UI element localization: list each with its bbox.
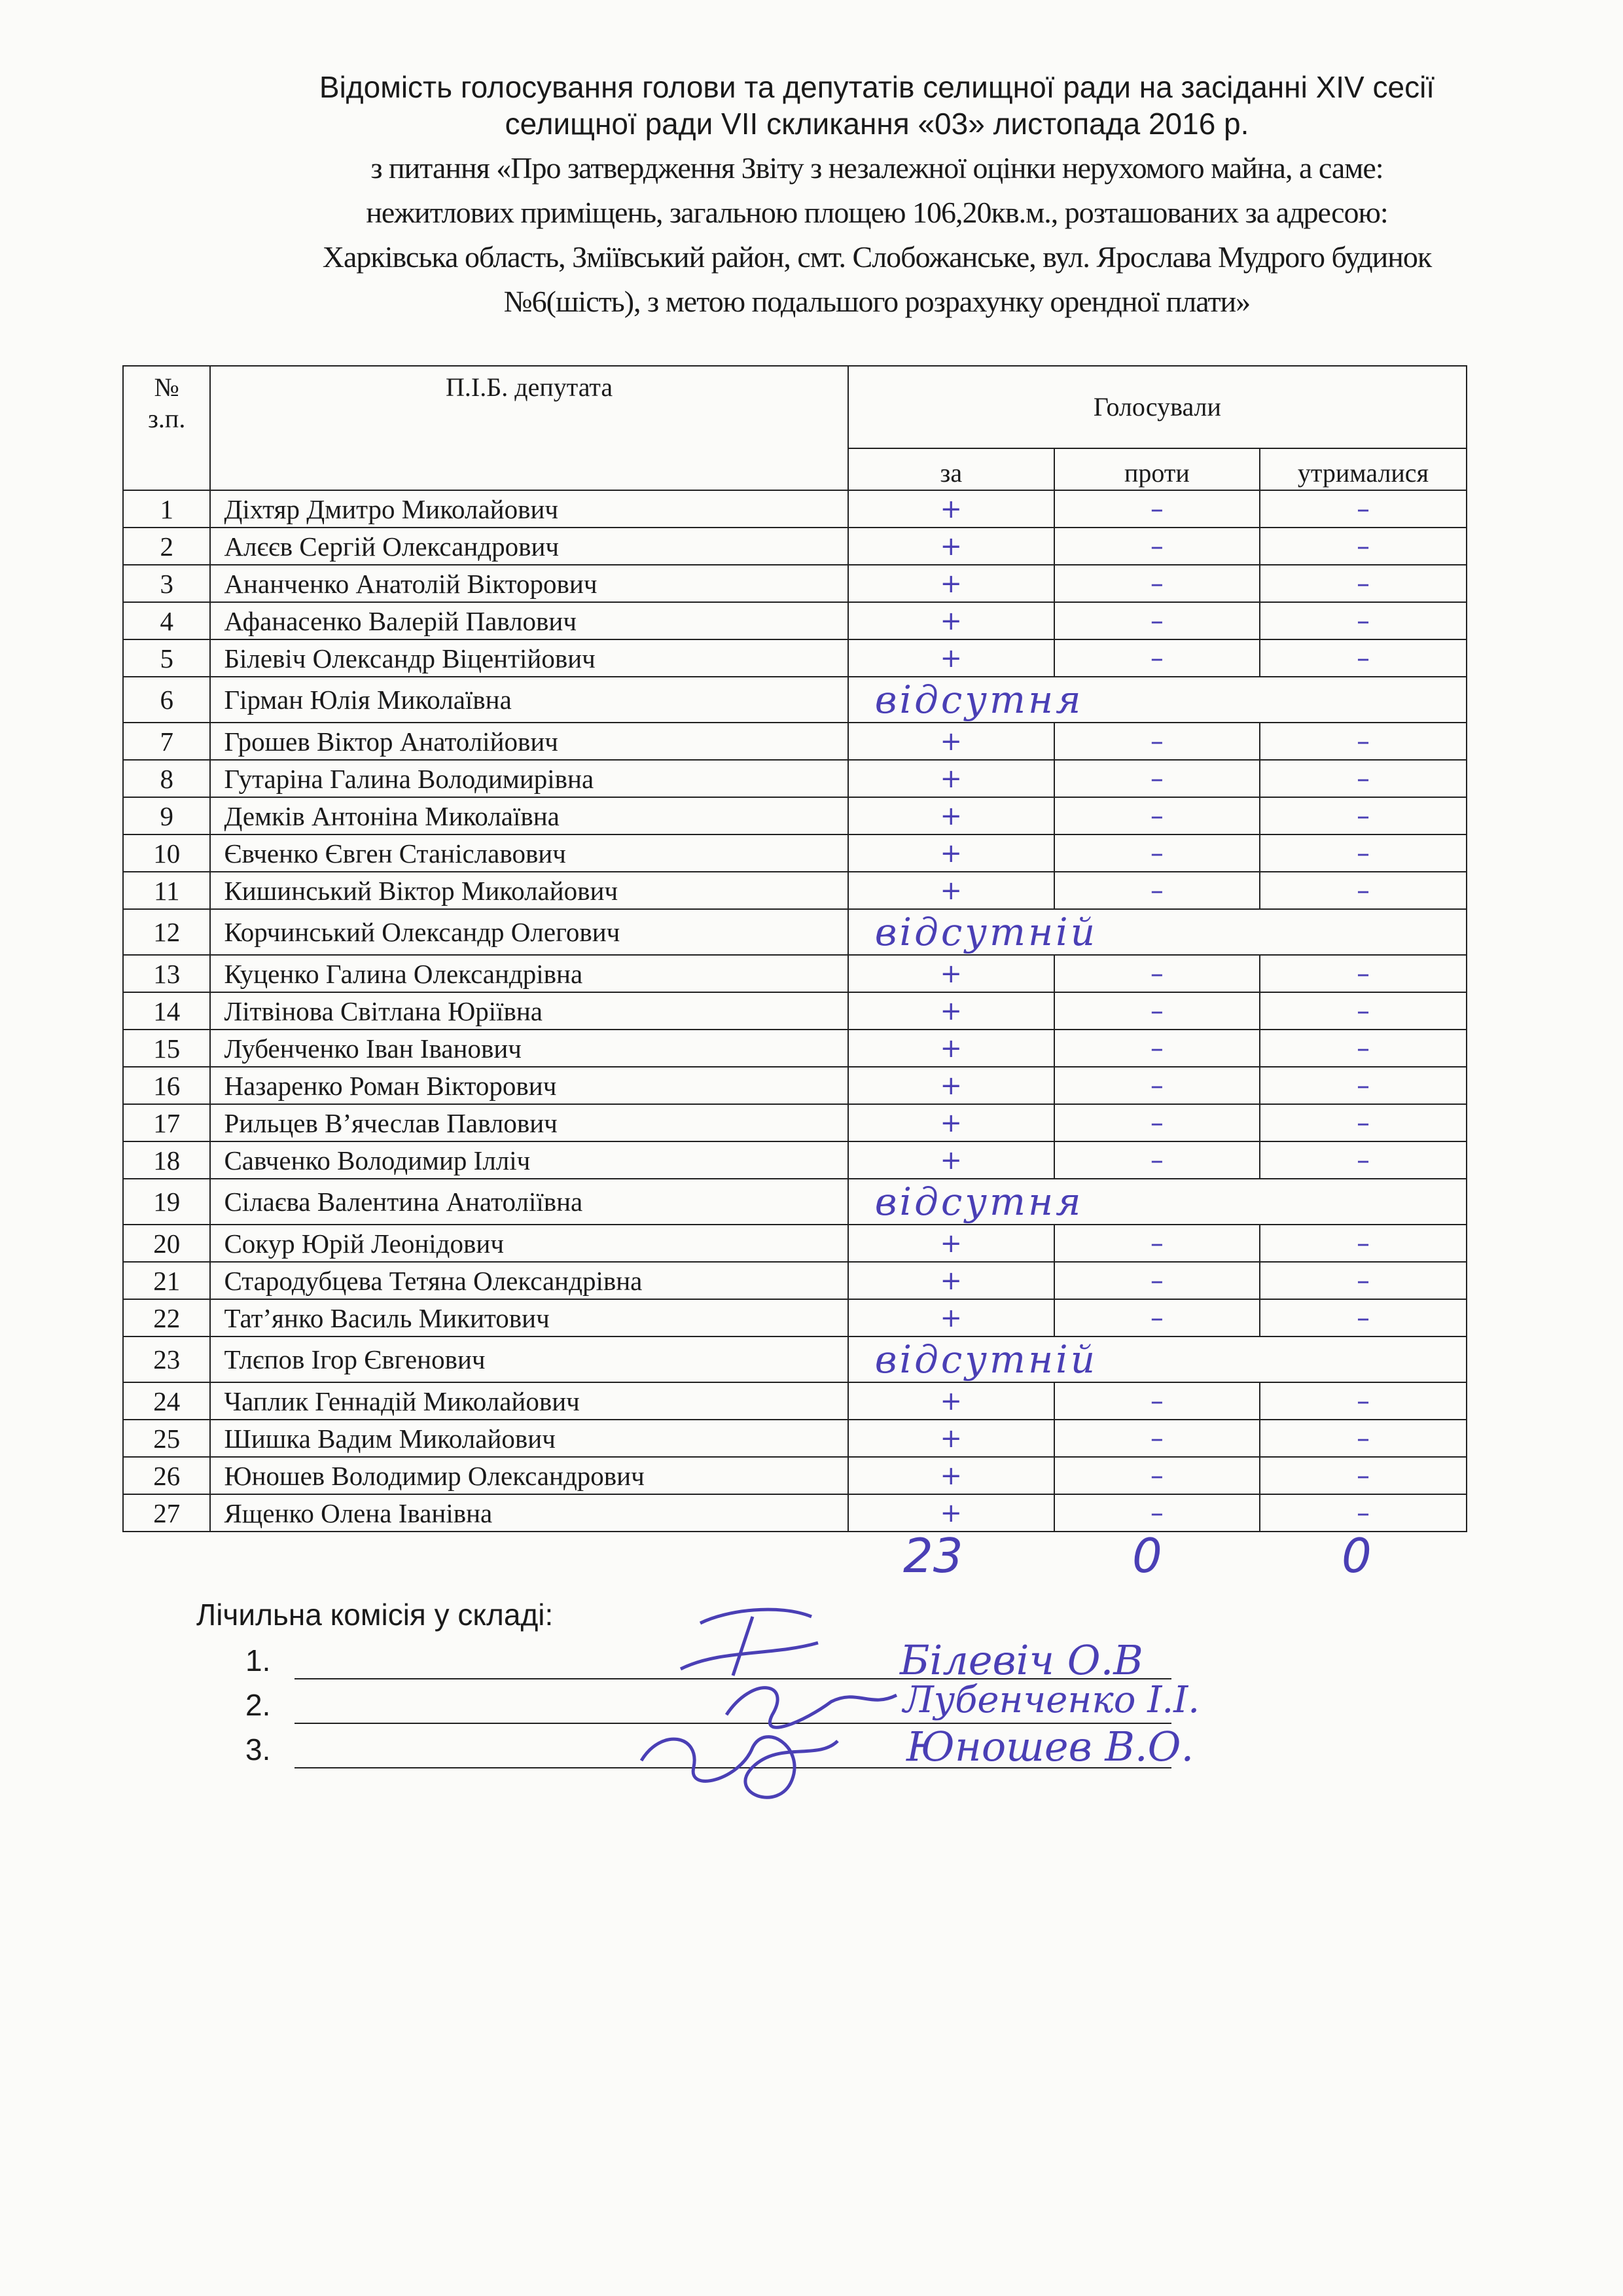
vote-against: – bbox=[1054, 602, 1260, 639]
document-header bbox=[164, 69, 1590, 320]
deputy-name: Корчинський Олександр Олегович bbox=[210, 909, 847, 955]
row-number: 2 bbox=[123, 528, 210, 565]
deputy-name: Савченко Володимир Ілліч bbox=[210, 1141, 847, 1179]
deputy-name: Сокур Юрій Леонідович bbox=[210, 1225, 847, 1262]
vote-against: – bbox=[1054, 1299, 1260, 1336]
vote-abstained: – bbox=[1260, 1067, 1467, 1104]
vote-for: + bbox=[848, 1420, 1054, 1457]
line-number: 3. bbox=[245, 1732, 271, 1767]
signature-2 bbox=[726, 1688, 897, 1728]
header-voted: Голосували bbox=[848, 366, 1467, 448]
vote-abstained: – bbox=[1260, 872, 1467, 909]
vote-for: + bbox=[848, 992, 1054, 1030]
signature-1 bbox=[681, 1609, 818, 1676]
table-row bbox=[123, 1067, 1467, 1104]
header-number-sign: № bbox=[154, 372, 179, 402]
table-row bbox=[123, 872, 1467, 909]
deputy-name: Чаплик Геннадій Миколайович bbox=[210, 1382, 847, 1420]
table-row bbox=[123, 797, 1467, 834]
vote-for: + bbox=[848, 1457, 1054, 1494]
row-number: 16 bbox=[123, 1067, 210, 1104]
row-number: 12 bbox=[123, 909, 210, 955]
deputy-name: Кишинський Віктор Миколайович bbox=[210, 872, 847, 909]
deputy-name: Сілаєва Валентина Анатоліївна bbox=[210, 1179, 847, 1225]
table-row bbox=[123, 1420, 1467, 1457]
vote-abstained: – bbox=[1260, 565, 1467, 602]
vote-against: – bbox=[1054, 1420, 1260, 1457]
table-row bbox=[123, 1030, 1467, 1067]
vote-abstained: – bbox=[1260, 490, 1467, 528]
vote-for: + bbox=[848, 834, 1054, 872]
deputy-name: Стародубцева Тетяна Олександрівна bbox=[210, 1262, 847, 1299]
vote-abstained: – bbox=[1260, 1030, 1467, 1067]
vote-for: + bbox=[848, 1030, 1054, 1067]
vote-abstained: – bbox=[1260, 834, 1467, 872]
row-number: 15 bbox=[123, 1030, 210, 1067]
table-row bbox=[123, 677, 1467, 723]
deputy-name: Рильцев В’ячеслав Павлович bbox=[210, 1104, 847, 1141]
row-number: 5 bbox=[123, 639, 210, 677]
vote-for: + bbox=[848, 528, 1054, 565]
row-number: 9 bbox=[123, 797, 210, 834]
table-row bbox=[123, 1382, 1467, 1420]
title-line-1: Відомість голосування голови та депутатів селищної ради на засіданні XIV сесії bbox=[319, 70, 1435, 104]
line-number: 1. bbox=[245, 1643, 271, 1677]
header-name: П.І.Б. депутата bbox=[210, 366, 847, 490]
vote-for: + bbox=[848, 1262, 1054, 1299]
row-number: 8 bbox=[123, 760, 210, 797]
vote-for: + bbox=[848, 1067, 1054, 1104]
vote-against: – bbox=[1054, 1457, 1260, 1494]
subject-line-4: №6(шість), з метою подальшого розрахунку орендної плати» bbox=[503, 285, 1251, 318]
deputy-name: Тлєпов Ігор Євгенович bbox=[210, 1336, 847, 1382]
row-number: 26 bbox=[123, 1457, 210, 1494]
vote-abstained: – bbox=[1260, 723, 1467, 760]
row-number: 20 bbox=[123, 1225, 210, 1262]
table-row bbox=[123, 992, 1467, 1030]
absent-mark: відсутній bbox=[848, 1336, 1467, 1382]
vote-against: – bbox=[1054, 1225, 1260, 1262]
row-number: 6 bbox=[123, 677, 210, 723]
row-number: 24 bbox=[123, 1382, 210, 1420]
total-abstained: 0 bbox=[1342, 1528, 1372, 1583]
vote-against: – bbox=[1054, 1104, 1260, 1141]
vote-for: + bbox=[848, 955, 1054, 992]
table-row bbox=[123, 723, 1467, 760]
vote-against: – bbox=[1054, 797, 1260, 834]
table-row bbox=[123, 490, 1467, 528]
table-row bbox=[123, 639, 1467, 677]
table-row bbox=[123, 1262, 1467, 1299]
header-number-abbr: з.п. bbox=[148, 404, 186, 433]
row-number: 21 bbox=[123, 1262, 210, 1299]
vote-abstained: – bbox=[1260, 1104, 1467, 1141]
vote-against: – bbox=[1054, 955, 1260, 992]
table-row bbox=[123, 1225, 1467, 1262]
vote-against: – bbox=[1054, 1262, 1260, 1299]
deputy-name: Ященко Олена Іванівна bbox=[210, 1494, 847, 1532]
commission-label: Лічильна комісія у складі: bbox=[196, 1598, 554, 1632]
vote-for: + bbox=[848, 1299, 1054, 1336]
vote-against: – bbox=[1054, 834, 1260, 872]
vote-for: + bbox=[848, 490, 1054, 528]
vote-abstained: – bbox=[1260, 528, 1467, 565]
commission-line-1 bbox=[245, 1643, 270, 1678]
vote-for: + bbox=[848, 723, 1054, 760]
table-row bbox=[123, 760, 1467, 797]
vote-abstained: – bbox=[1260, 1457, 1467, 1494]
deputy-name: Грошев Віктор Анатолійович bbox=[210, 723, 847, 760]
row-number: 3 bbox=[123, 565, 210, 602]
vote-against: – bbox=[1054, 1141, 1260, 1179]
commission-member-3: Юношев В.О. bbox=[906, 1723, 1194, 1770]
deputy-name: Тат’янко Василь Микитович bbox=[210, 1299, 847, 1336]
table-row bbox=[123, 1457, 1467, 1494]
vote-abstained: – bbox=[1260, 1494, 1467, 1532]
deputy-name: Куценко Галина Олександрівна bbox=[210, 955, 847, 992]
vote-for: + bbox=[848, 760, 1054, 797]
absent-mark: відсутня bbox=[848, 677, 1467, 723]
deputy-name: Євченко Євген Станіславович bbox=[210, 834, 847, 872]
row-number: 22 bbox=[123, 1299, 210, 1336]
table-row bbox=[123, 909, 1467, 955]
vote-against: – bbox=[1054, 723, 1260, 760]
voting-table bbox=[122, 365, 1467, 1532]
title-line-2: селищної ради VII скликання «03» листопада 2016 р. bbox=[505, 107, 1249, 141]
vote-against: – bbox=[1054, 565, 1260, 602]
vote-against: – bbox=[1054, 490, 1260, 528]
vote-abstained: – bbox=[1260, 1420, 1467, 1457]
row-number: 17 bbox=[123, 1104, 210, 1141]
row-number: 4 bbox=[123, 602, 210, 639]
vote-for: + bbox=[848, 1225, 1054, 1262]
vote-against: – bbox=[1054, 1030, 1260, 1067]
vote-abstained: – bbox=[1260, 1141, 1467, 1179]
table-row bbox=[123, 1179, 1467, 1225]
table-row bbox=[123, 1141, 1467, 1179]
vote-against: – bbox=[1054, 872, 1260, 909]
vote-for: + bbox=[848, 639, 1054, 677]
row-number: 13 bbox=[123, 955, 210, 992]
vote-against: – bbox=[1054, 760, 1260, 797]
vote-against: – bbox=[1054, 1067, 1260, 1104]
table-row bbox=[123, 1299, 1467, 1336]
vote-against: – bbox=[1054, 1494, 1260, 1532]
row-number: 11 bbox=[123, 872, 210, 909]
deputy-name: Демків Антоніна Миколаївна bbox=[210, 797, 847, 834]
deputy-name: Алєєв Сергій Олександрович bbox=[210, 528, 847, 565]
total-for: 23 bbox=[903, 1528, 963, 1583]
table-row bbox=[123, 955, 1467, 992]
header-for: за bbox=[848, 448, 1054, 490]
signature-3 bbox=[641, 1737, 838, 1798]
vote-for: + bbox=[848, 1494, 1054, 1532]
vote-for: + bbox=[848, 872, 1054, 909]
row-number: 14 bbox=[123, 992, 210, 1030]
table-row bbox=[123, 602, 1467, 639]
row-number: 18 bbox=[123, 1141, 210, 1179]
commission-line-2 bbox=[245, 1687, 270, 1723]
absent-mark: відсутній bbox=[848, 909, 1467, 955]
signature-scribbles bbox=[622, 1597, 949, 1820]
row-number: 25 bbox=[123, 1420, 210, 1457]
table-row bbox=[123, 1494, 1467, 1532]
header-number bbox=[123, 366, 210, 490]
deputy-name: Назаренко Роман Вікторович bbox=[210, 1067, 847, 1104]
deputy-name: Шишка Вадим Миколайович bbox=[210, 1420, 847, 1457]
row-number: 19 bbox=[123, 1179, 210, 1225]
table-row bbox=[123, 565, 1467, 602]
vote-abstained: – bbox=[1260, 602, 1467, 639]
row-number: 27 bbox=[123, 1494, 210, 1532]
deputy-name: Білевіч Олександр Віцентійович bbox=[210, 639, 847, 677]
vote-for: + bbox=[848, 1104, 1054, 1141]
vote-abstained: – bbox=[1260, 992, 1467, 1030]
header-abstained: утрималися bbox=[1260, 448, 1467, 490]
table-row bbox=[123, 834, 1467, 872]
deputy-name: Ананченко Анатолій Вікторович bbox=[210, 565, 847, 602]
table-row bbox=[123, 1336, 1467, 1382]
vote-for: + bbox=[848, 797, 1054, 834]
vote-abstained: – bbox=[1260, 1299, 1467, 1336]
row-number: 7 bbox=[123, 723, 210, 760]
deputy-name: Лубенченко Іван Іванович bbox=[210, 1030, 847, 1067]
commission-member-1: Білевіч О.В bbox=[900, 1636, 1143, 1684]
line-number: 2. bbox=[245, 1688, 271, 1722]
subject-line-1: з питання «Про затвердження Звіту з незалежної оцінки нерухомого майна, а саме: bbox=[370, 151, 1383, 185]
deputy-name: Діхтяр Дмитро Миколайович bbox=[210, 490, 847, 528]
vote-abstained: – bbox=[1260, 760, 1467, 797]
vote-abstained: – bbox=[1260, 1225, 1467, 1262]
vote-for: + bbox=[848, 1141, 1054, 1179]
deputy-name: Гірман Юлія Миколаївна bbox=[210, 677, 847, 723]
vote-abstained: – bbox=[1260, 955, 1467, 992]
vote-abstained: – bbox=[1260, 639, 1467, 677]
row-number: 23 bbox=[123, 1336, 210, 1382]
vote-abstained: – bbox=[1260, 1382, 1467, 1420]
vote-for: + bbox=[848, 1382, 1054, 1420]
vote-for: + bbox=[848, 565, 1054, 602]
subject-line-2: нежитлових приміщень, загальною площею 106,20кв.м., розташованих за адресою: bbox=[366, 196, 1388, 229]
table-row bbox=[123, 1104, 1467, 1141]
subject-line-3: Харківська область, Зміївський район, смт. Слобожанське, вул. Ярослава Мудрого будинок bbox=[322, 240, 1432, 274]
vote-against: – bbox=[1054, 992, 1260, 1030]
table-body bbox=[123, 490, 1467, 1532]
vote-against: – bbox=[1054, 528, 1260, 565]
vote-against: – bbox=[1054, 639, 1260, 677]
table-row bbox=[123, 528, 1467, 565]
deputy-name: Афанасенко Валерій Павлович bbox=[210, 602, 847, 639]
vote-for: + bbox=[848, 602, 1054, 639]
deputy-name: Юношев Володимир Олександрович bbox=[210, 1457, 847, 1494]
absent-mark: відсутня bbox=[848, 1179, 1467, 1225]
vote-abstained: – bbox=[1260, 1262, 1467, 1299]
commission-member-2: Лубенченко І.І. bbox=[903, 1679, 1200, 1721]
row-number: 1 bbox=[123, 490, 210, 528]
total-against: 0 bbox=[1132, 1528, 1162, 1583]
commission-line-3 bbox=[245, 1732, 270, 1767]
vote-abstained: – bbox=[1260, 797, 1467, 834]
deputy-name: Гутаріна Галина Володимирівна bbox=[210, 760, 847, 797]
vote-against: – bbox=[1054, 1382, 1260, 1420]
deputy-name: Літвінова Світлана Юріївна bbox=[210, 992, 847, 1030]
row-number: 10 bbox=[123, 834, 210, 872]
header-against: проти bbox=[1054, 448, 1260, 490]
